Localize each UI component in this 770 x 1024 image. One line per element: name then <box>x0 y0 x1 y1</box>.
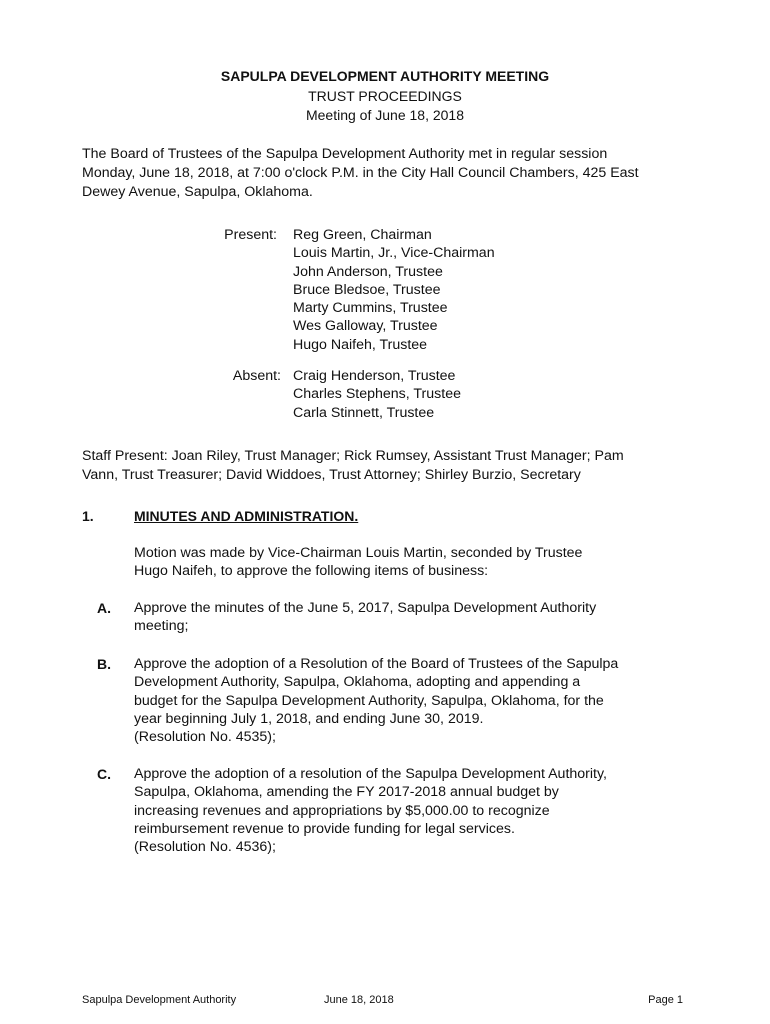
present-member: Reg Green, Chairman <box>293 227 432 243</box>
present-member: John Anderson, Trustee <box>293 263 443 280</box>
footer-date: June 18, 2018 <box>324 994 394 1006</box>
staff-present-paragraph <box>82 447 692 485</box>
document-title: SAPULPA DEVELOPMENT AUTHORITY MEETING <box>220 68 550 84</box>
item-line: Development Authority, Sapulpa, Oklahoma, adopting and appending a <box>134 674 581 691</box>
present-member: Hugo Naifeh, Trustee <box>293 336 428 353</box>
present-member: Marty Cummins, Trustee <box>293 300 448 317</box>
intro-line: Monday, June 18, 2018, at 7:00 o'clock P.M. in the City Hall Council Chambers, 425 East <box>82 165 639 181</box>
item-line: Sapulpa, Oklahoma, amending the FY 2017-2018 annual budget by <box>134 784 559 801</box>
item-line: (Resolution No. 4536); <box>134 839 276 856</box>
item-line: meeting; <box>134 618 189 635</box>
intro-line: The Board of Trustees of the Sapulpa Development Authority met in regular session <box>82 146 608 162</box>
staff-line: Vann, Trust Treasurer; David Widdoes, Trust Attorney; Shirley Burzio, Secretary <box>82 467 581 483</box>
absent-member: Charles Stephens, Trustee <box>293 386 461 403</box>
item-letter: A. <box>97 600 111 616</box>
section-title: MINUTES AND ADMINISTRATION. <box>134 508 359 524</box>
present-list <box>293 226 495 354</box>
present-member: Louis Martin, Jr., Vice-Chairman <box>293 245 495 262</box>
item-letter: B. <box>97 656 111 672</box>
item-line: increasing revenues and appropriations by $5,000.00 to recognize <box>134 802 550 819</box>
item-line: (Resolution No. 4535); <box>134 729 276 746</box>
item-line: budget for the Sapulpa Development Authority, Sapulpa, Oklahoma, for the <box>134 692 604 709</box>
footer-page-number: Page 1 <box>648 994 683 1006</box>
item-line: Approve the adoption of a Resolution of the Board of Trustees of the Sapulpa <box>134 656 619 672</box>
item-line: reimbursement revenue to provide funding for legal services. <box>134 820 515 837</box>
absent-member: Craig Henderson, Trustee <box>293 368 456 384</box>
item-line: Approve the adoption of a resolution of the Sapulpa Development Authority, <box>134 766 607 782</box>
meeting-date: Meeting of June 18, 2018 <box>305 107 464 123</box>
footer-left: Sapulpa Development Authority <box>82 994 237 1006</box>
item-letter: C. <box>97 766 111 782</box>
motion-paragraph <box>134 544 582 581</box>
present-label: Present: <box>224 227 277 243</box>
absent-label: Absent: <box>232 368 281 384</box>
intro-line: Dewey Avenue, Sapulpa, Oklahoma. <box>82 184 313 200</box>
staff-line: Staff Present: Joan Riley, Trust Manager; Rick Rumsey, Assistant Trust Manager; Pam <box>82 448 624 464</box>
present-member: Bruce Bledsoe, Trustee <box>293 281 441 298</box>
item-text <box>134 765 607 856</box>
motion-line: Hugo Naifeh, to approve the following items of business: <box>134 563 489 580</box>
item-line: Approve the minutes of the June 5, 2017, Sapulpa Development Authority <box>134 600 597 616</box>
present-member: Wes Galloway, Trustee <box>293 318 438 335</box>
motion-line: Motion was made by Vice-Chairman Louis Martin, seconded by Trustee <box>134 545 583 561</box>
section-number: 1. <box>82 508 94 524</box>
item-text <box>134 599 596 636</box>
absent-member: Carla Stinnett, Trustee <box>293 404 435 421</box>
item-line: year beginning July 1, 2018, and ending June 30, 2019. <box>134 710 484 727</box>
intro-paragraph <box>82 145 692 202</box>
item-text <box>134 655 618 746</box>
absent-list <box>293 367 461 422</box>
document-subtitle: TRUST PROCEEDINGS <box>308 88 462 104</box>
